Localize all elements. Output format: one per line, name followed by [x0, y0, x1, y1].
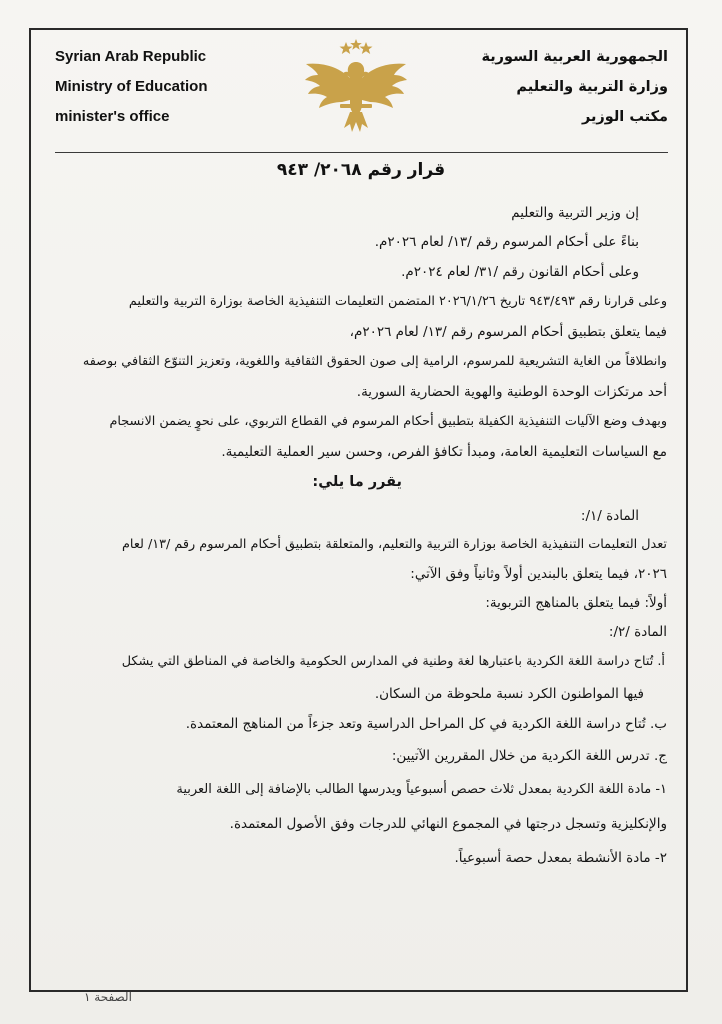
article-item: ١- مادة اللغة الكردية بمعدل ثلاث حصص أسبوعياً ويدرسها الطالب بالإضافة إلى اللغة العربية: [176, 782, 667, 797]
article-item: والإنكليزية وتسجل درجتها في المجموع النهائي للدرجات وفق الأصول المعتمدة.: [229, 816, 667, 832]
article-label: المادة /٢/:: [608, 624, 667, 640]
body-line: وعلى أحكام القانون رقم /٣١/ لعام ٢٠٢٤م.: [401, 264, 639, 280]
body-line: فيما يتعلق بتطبيق أحكام المرسوم رقم /١٣/ لعام ٢٠٢٦م،: [349, 324, 667, 340]
article-item: ج. تدرس اللغة الكردية من خلال المقررين الآتيين:: [391, 748, 667, 764]
body-line: مع السياسات التعليمية العامة، ومبدأ تكافؤ الفرص، وحسن سير العملية التعليمية.: [221, 444, 667, 460]
page-number: الصفحة ١: [84, 990, 132, 1004]
article-line: تعدل التعليمات التنفيذية الخاصة بوزارة التربية والتعليم، والمتعلقة بتطبيق أحكام المرسوم رقم /١٣/ لعام: [122, 537, 667, 552]
header-english-line: minister's office: [55, 108, 170, 125]
article-item: فيها المواطنون الكرد نسبة ملحوظة من السكان.: [374, 686, 644, 702]
decides-heading: يقرر ما يلي:: [312, 474, 402, 490]
body-line: بناءً على أحكام المرسوم رقم /١٣/ لعام ٢٠٢٦م.: [374, 234, 639, 250]
decision-title: قرار رقم ٢٠٦٨/ ٩٤٣: [276, 160, 446, 180]
header-arabic-line: الجمهورية العربية السورية: [481, 49, 668, 65]
header-divider: [55, 152, 668, 153]
header-arabic-line: وزارة التربية والتعليم: [516, 79, 668, 95]
article-label: المادة /١/:: [580, 508, 639, 524]
body-line: وعلى قرارنا رقم ٩٤٣/٤٩٣ تاريخ ٢٠٢٦/١/٢٦ المتضمن التعليمات التنفيذية الخاصة بوزارة التربية والتعليم: [128, 294, 667, 309]
header-arabic: [428, 42, 668, 132]
header-arabic-line: مكتب الوزير: [581, 109, 668, 125]
header-english: [55, 42, 285, 132]
article-item: ب. تُتاح دراسة اللغة الكردية في كل المراحل الدراسية وتعد جزءاً من المناهج المعتمدة.: [185, 716, 667, 732]
body-line: وانطلاقاً من الغاية التشريعية للمرسوم، الرامية إلى صون الحقوق الثقافية واللغوية، وتعزيز التنوّع الثقافي بوصفه: [82, 354, 667, 369]
article-line: أولاً: فيما يتعلق بالمناهج التربوية:: [485, 595, 667, 611]
article-item: ٢- مادة الأنشطة بمعدل حصة أسبوعياً.: [454, 850, 667, 866]
article-item: أ. تُتاح دراسة اللغة الكردية باعتبارها لغة وطنية في المدارس الحكومية والخاصة في المناطق التي يشكل: [121, 654, 665, 669]
body-line: أحد مرتكزات الوحدة الوطنية والهوية الحضارية السورية.: [356, 384, 667, 400]
body-line: إن وزير التربية والتعليم: [511, 205, 639, 221]
header-english-line: Ministry of Education: [55, 78, 208, 95]
golden-eagle-emblem-icon: [300, 38, 412, 138]
article-line: ٢٠٢٦، فيما يتعلق بالبندين أولاً وثانياً وفق الآتي:: [410, 566, 667, 582]
header-english-line: Syrian Arab Republic: [55, 48, 207, 65]
body-line: وبهدف وضع الآليات التنفيذية الكفيلة بتطبيق أحكام المرسوم في القطاع التربوي، على نحوٍ يضمن الانسجام: [109, 414, 667, 429]
